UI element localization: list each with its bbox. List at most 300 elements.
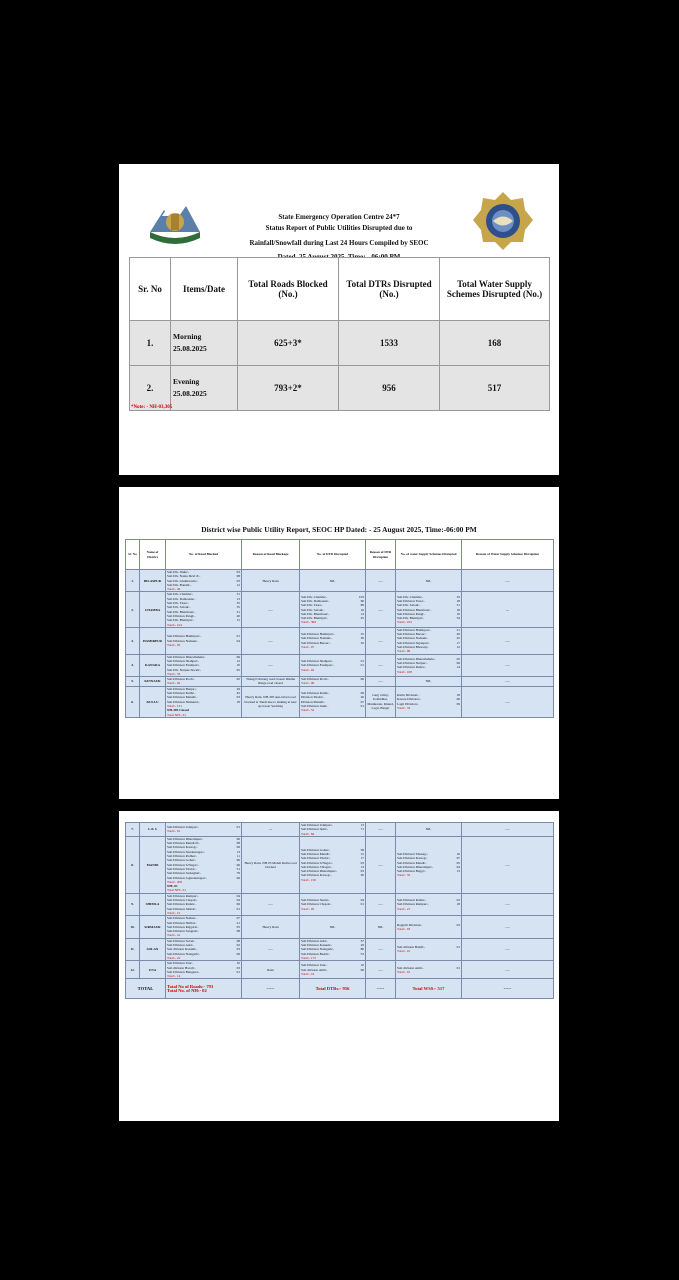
sub-division-count: 06 [360,967,364,972]
sub-division-count: 09 [360,691,364,696]
sr-no: 3. [126,627,140,654]
sub-division-count: 09 [456,701,460,706]
sub-division-count: 08 [236,574,240,579]
sub-division-count: 06 [236,902,240,907]
district-name: BILASPUR [140,570,166,592]
sub-division-count: 10 [360,963,364,968]
dtr-reason: ---- [366,627,396,654]
dtr-value: 1533 [339,321,440,366]
sub-division-count: 26 [360,695,364,700]
sub-division-count: 14 [456,665,460,670]
sub-division-count: 01 [236,906,240,911]
district-row [126,961,554,979]
sub-division-name: Sub Division Rampur:- [397,902,429,907]
sub-division-name: Rajgarh Division:- [397,922,423,927]
sub-division-name: Sub Division Rampur:- [167,893,199,898]
sub-division-name: Sub Division Hamirpur:- [397,627,431,632]
roads-total: Total:- 05 [167,642,181,647]
roads-total: Total:- 14 [167,974,181,979]
sub-division-name: Sub Division Dharampur:- [167,836,204,841]
sub-division-count: 17 [456,640,460,645]
header-line: Status Report of Public Utilities Disrupted due to [265,224,413,232]
sub-division-name: Sub Division Padhar:- [167,854,198,859]
wss-total: Total:- 01 [397,969,411,974]
roads-total: Total:- 131 [167,703,182,708]
wss-reason: ---- [462,938,554,960]
sub-division-name: Sub Div. Dalhousie:- [167,596,196,601]
sr-no: 7. [126,823,140,837]
wss-total: Total:- 01 [397,949,411,954]
sub-division-name: Sub Division Bharmour:- [397,607,432,612]
sub-division-count: 13 [236,596,240,601]
wss-disrupted [396,627,462,654]
sub-division-name: Sub Div. Ghumarwin:- [167,578,198,583]
sub-division-count: 03 [236,947,240,952]
col-header: Total Water Supply Schemes Disrupted (No.) [440,258,550,321]
sub-division-count: 71 [360,827,364,832]
roads-blocked [166,893,242,915]
district-name: SOLAN [140,938,166,960]
wss-disrupted [396,686,462,717]
wss-reason: ---- [462,677,554,687]
district-row [126,686,554,717]
roads-total: Total:- 15 [167,910,181,915]
sub-division-count: 01 [360,663,364,668]
sub-division-count: 09 [236,845,240,850]
sub-division-count: 37 [360,938,364,943]
sub-division-count: 01 [456,945,460,950]
sub-division-count: 32 [360,640,364,645]
wss-total: Total:- 33 [397,873,411,878]
sub-division-count: 03 [456,898,460,903]
sub-division-count: 18 [456,693,460,698]
roads-blocked [166,570,242,592]
col-header: No. of DTR Disrupted [300,540,366,570]
roads-blocked [166,627,242,654]
total-nh-line: Total No. of NH:- 02 [167,987,207,993]
sub-division-name: Sub Division Thalot:- [167,866,197,871]
sub-division-name: Sub Division Barsar:- [397,632,427,637]
sub-division-count: 06 [456,697,460,702]
road-reason: ---- [242,627,300,654]
dtr-reason: ---- [366,961,396,979]
wss-total: Total:- 102 [397,620,412,625]
item-date [171,366,238,411]
roads-total: Total:- 02 [167,681,181,686]
sr-no: 6. [126,686,140,717]
sub-division-count: 06 [236,654,240,659]
col-header: No. of Road Blocked [166,540,242,570]
district-row [126,938,554,960]
wss-value: 168 [440,321,550,366]
wss-disrupted: NIL [396,570,462,592]
district-name: KULLU [140,686,166,717]
sub-division-name: Sub Division Nalagarh:- [167,951,201,956]
sub-division-count: 08 [236,929,240,934]
road-reason: Heavy Rain [242,916,300,938]
sub-division-name: Sub Div. Tissa:- [167,601,189,606]
roads-total: Total:- 208 [167,879,182,884]
sub-division-count: 21 [456,627,460,632]
roads-value: 625+3* [238,321,339,366]
col-header: Reason of Road Blockage [242,540,300,570]
wss-disrupted [396,592,462,627]
sub-division-name: Sub Division Sunni:- [301,898,330,903]
sub-division-name: Sub Div. Chamba:- [397,594,424,599]
item-label: Evening [173,377,200,386]
wss-reason: ---- [462,961,554,979]
sub-division-count: 13 [456,869,460,874]
summary-table [129,257,550,411]
wss-reason: ---- [462,823,554,837]
sub-division-count: 07 [360,699,364,704]
sub-division-count: 35 [236,605,240,610]
header-line: State Emergency Operation Centre 24*7 [278,213,400,221]
dtr-total: Total:- 05 [301,906,315,911]
sub-division-name: Sub Division Hamirpur:- [167,634,201,639]
sub-division-name: Sub Division Arki:- [167,943,194,948]
sub-division-count: 30 [360,636,364,641]
sub-division-count: 06 [360,677,364,682]
dtr-disrupted [300,592,366,627]
district-name: HAMIRPUR [140,627,166,654]
roads-total: Total:- 01 [167,829,181,834]
nh-info: NH-305 Closed [167,708,189,713]
nh-info: Total NH:- 01 [167,712,186,717]
sub-division-count: 03 [236,965,240,970]
sub-division-count: 12 [236,658,240,663]
dtr-disrupted [300,938,366,960]
total-road-reason: ----- [242,979,300,999]
roads-total: Total:- 22 [167,955,181,960]
sub-division-name: Sub Division Barsar:- [301,640,331,645]
sub-division-name: Sub Div. Bhattiyat:- [167,618,195,623]
sub-division-name: Sub Div. Naina Devi Ji:- [167,574,201,579]
road-reason: ---- [242,654,300,676]
sub-division-count: 18 [456,902,460,907]
sub-division-name: Sub Division Dharamshala:- [167,654,206,659]
sub-division-count: 33 [456,594,460,599]
district-name: KANGRA [140,654,166,676]
district-table-part-2 [125,822,554,999]
summary-row [130,366,550,411]
sub-division-name: Sub Division Arki:- [301,938,328,943]
sub-division-count: 13 [360,823,364,827]
sub-division-count: 08 [236,938,240,943]
sub-division-name: Sub Division Nalagarh:- [301,947,335,952]
sub-division-count: 06 [236,858,240,863]
sub-division-count: 01 [236,825,240,830]
sub-division-name: Kasara Division:- [397,697,422,702]
sub-division-count: 31 [456,603,460,608]
road-reason: Thangi Charang road closed. Riktha Ringe road closed [242,677,300,687]
sub-division-name: Sub Div. Dalhousie:- [301,598,330,603]
district-table-part-1 [125,539,554,718]
district-row [126,627,554,654]
sub-division-count: 03 [236,578,240,583]
sub-division-name: Sub Div. Bhattiyat:- [397,616,425,621]
item-date-value: 25.08.2025 [173,389,207,398]
sr-no: 4. [126,654,140,676]
total-dtr: Total DTRs:- 956 [300,979,366,999]
sub-division-count: 20 [236,613,240,618]
wss-disrupted: NIL [396,677,462,687]
total-wss-reason: ----- [462,979,554,999]
sub-division-count: 01 [456,965,460,970]
sub-division-count: 07 [456,856,460,861]
sub-division-count: 01 [360,703,364,708]
sr-no: 12. [126,961,140,979]
wss-disrupted [396,916,462,938]
total-dtr-reason: ----- [366,979,396,999]
sub-division-count: 06 [236,862,240,867]
district-name: CHAMBA [140,592,166,627]
dtr-disrupted [300,677,366,687]
wss-reason: ---- [462,916,554,938]
dtr-total: Total:- 172 [301,955,316,960]
sub-division-count: 31 [236,609,240,614]
sub-division-name: Sub Division Una:- [167,961,194,966]
sub-division-name: Division Thalot:- [301,695,325,700]
sub-division-name: Sub Division Nahan:- [167,916,197,921]
sub-division-name: Sub Division Pangi:- [397,611,426,616]
dtr-total: Total:- 02 [301,667,315,672]
sub-division-name: Sub Division Karsog:- [167,845,198,850]
roads-blocked [166,938,242,960]
sub-division-name: Sub Div. Chamba:- [167,592,194,597]
sub-division-count: 29 [236,686,240,691]
roads-total: Total:- 41 [167,933,181,938]
sub-division-count: 02 [236,943,240,948]
sub-division-name: Sub Division Karsog:- [397,856,428,861]
dtr-reason: Garg valley, Kothidhar, Manikaran, Khand, Lagti, Banjar [366,686,396,717]
sub-division-count: 12 [456,645,460,650]
sub-division-name: Sub division Amb:- [301,967,328,972]
sr-no: 10. [126,916,140,938]
sub-division-count: 01 [236,969,240,974]
sub-division-count: 06 [236,875,240,880]
road-reason: ---- [242,893,300,915]
col-header: Total Roads Blocked (No.) [238,258,339,321]
district-row [126,893,554,915]
sub-division-count: 04 [236,638,240,643]
district-header-row [126,540,554,570]
item-label: Morning [173,332,202,341]
wss-reason: ---- [462,836,554,893]
roads-blocked [166,677,242,687]
sub-division-name: Sub Div. Chamba:- [301,594,328,599]
sub-division-name: Sub Division Kullu:- [301,691,330,696]
sub-division-count: 53 [360,951,364,956]
sub-division-name: Sub Division Jogindernagar:- [167,875,207,880]
sub-division-name: Sub Division Fatehpur:- [301,663,334,668]
wss-disrupted [396,938,462,960]
roads-value: 793+2* [238,366,339,411]
sub-division-name: Sub Division Nurpur:- [397,661,428,666]
wss-total: Total:- 99 [397,649,411,654]
sub-division-name: Sub Division Baggi:- [397,869,426,874]
dtr-reason: ---- [366,570,396,592]
sub-division-name: Sub Division Shahpur:- [301,658,334,663]
wss-total: Total:- 03 [397,926,411,931]
wss-reason: ---- [462,570,554,592]
district-row [126,592,554,627]
wss-disrupted: NIL [396,823,462,837]
sub-division-count: 45 [456,636,460,641]
sub-division-count: 16 [456,851,460,856]
sub-division-name: Sub Division Dharampur:- [301,869,338,874]
sub-division-name: Sub Division J/Nagar:- [301,864,333,869]
sub-division-name: Sub Div. Saloni:- [167,605,191,610]
sub-division-count: 04 [456,864,460,869]
sub-division-count: 05 [456,860,460,865]
sub-division-count: 01 [236,634,240,639]
sub-division-count: 01 [360,658,364,663]
sub-division-name: Sub Division Udaipur:- [301,823,333,827]
dtr-total: Total:- 84 [301,831,315,836]
sub-division-count: 03 [236,695,240,700]
sub-division-name: Sub Division Bhoranj:- [397,645,429,650]
sub-division-name: Kullu Division:- [397,693,420,698]
sub-division-name: Sub Div. Jhukr:- [167,570,190,574]
sub-division-name: Sub Division Gohar:- [167,858,197,863]
district-page-1 [119,487,559,799]
roads-blocked [166,961,242,979]
sr-no: 11. [126,938,140,960]
sub-division-name: Sub division Amb:- [397,965,424,970]
sub-division-count: 03 [360,860,364,865]
sub-division-name: Sub Division Nadaun:- [167,638,199,643]
sub-division-name: Sub Division Pooh:- [167,677,195,682]
wss-value: 517 [440,366,550,411]
road-reason: --- [242,823,300,837]
sub-division-name: Sub Div. Saloni:- [397,603,421,608]
dtr-reason: ---- [366,592,396,627]
sub-division-name: Sub Division S/Nagar:- [167,862,199,867]
total-label: TOTAL [126,979,166,999]
sub-division-name: Sub Division Spiti:- [301,827,329,832]
sub-division-count: 18 [456,598,460,603]
roads-blocked [166,836,242,893]
col-header: Total DTRs Disrupted (No.) [339,258,440,321]
district-name: MANDI [140,836,166,893]
sub-division-count: 06 [236,836,240,841]
sub-division-count: 29 [360,943,364,948]
district-report-title: District wise Public Utility Report, SEOC HP Dated: - 25 August 2025, Time:-06:00 PM [201,525,477,534]
total-wss: Total WSS:- 517 [396,979,462,999]
dtr-value: 956 [339,366,440,411]
dtr-total: Total:- 06 [301,681,315,686]
sub-division-name: Sub Division Pangi:- [167,613,196,618]
sub-division-name: Sub Division Mandi:- [397,860,427,865]
district-row [126,570,554,592]
dtr-disrupted [300,961,366,979]
sub-division-name: Sub division Baddi:- [397,945,426,950]
sub-division-name: Sub division Haroli:- [167,965,196,970]
sub-division-count: 31 [236,592,240,597]
sub-division-name: Sub Division Nirmand:- [167,699,200,704]
sub-division-name: Sub Div. Bharmour:- [167,609,196,614]
sub-division-name: Sub Div. Saloni:- [301,607,325,612]
dtr-reason: ---- [366,836,396,893]
dtr-reason: ---- [366,654,396,676]
district-row [126,677,554,687]
sub-division-name: Sub Division Karsog:- [301,873,332,878]
sub-division-name: Sub Division Dharamshala:- [397,656,436,661]
sub-division-name: Sub Division Manali:- [167,695,198,700]
sub-division-name: Sub Division Solan:- [167,938,196,943]
dtr-disrupted [300,686,366,717]
district-page-2 [119,811,559,1121]
road-reason: ---- [242,938,300,960]
sub-division-name: Sub Division Thalot:- [301,856,331,861]
sub-division-name: Sub Division Pooh:- [301,677,329,682]
sub-division-count: 02 [236,677,240,682]
sub-division-name: Sub Division Dehra:- [397,665,427,670]
dtr-total: Total:- 150 [301,877,316,882]
sub-division-name: Sub Div. Tissa:- [301,603,323,608]
sub-division-name: Sub Div. Bharmour:- [301,611,330,616]
total-row [126,979,554,999]
roads-blocked [166,823,242,837]
sdma-logo-icon [471,190,535,252]
sub-division-count: 80 [360,947,364,952]
sub-division-name: Sub Division Rohru:- [397,898,427,903]
sub-division-count: 07 [236,916,240,921]
sub-division-count: 17 [360,856,364,861]
sub-division-count: 09 [236,951,240,956]
sr-no: 1. [126,570,140,592]
sub-division-name: Sub Division Mandi:- [301,851,331,856]
wss-total: Total:- 108 [397,669,412,674]
road-reason: Rain [242,961,300,979]
road-reason: Heavy Rain. NH-305 Aut-Jalori road blocked at Tandi due to sinking at new spot near Seobhag [242,686,300,717]
summary-page [119,164,559,475]
district-name: SHIMLA [140,893,166,915]
item-date-value: 25.08.2025 [173,344,207,353]
sub-division-name: Sub Division Thunag:- [397,851,429,856]
sub-division-name: Sub Division Sundernagar:- [167,849,205,854]
sub-division-count: 103 [358,594,364,599]
sub-division-name: Sub Division Una:- [301,963,328,968]
summary-header-row [130,258,550,321]
sub-division-count: 04 [236,893,240,898]
sub-division-name: Sub division Kasauli:- [167,947,198,952]
district-name: UNA [140,961,166,979]
col-header: No. of water Supply Schemes Disrupted [396,540,462,570]
sub-division-count: 18 [456,607,460,612]
nh-info: Total NH:- 01 [167,888,186,893]
wss-disrupted [396,893,462,915]
dtr-disrupted: NIL [300,916,366,938]
sub-division-count: 15 [360,851,364,856]
roads-blocked [166,654,242,676]
sub-division-count: 34 [456,616,460,621]
header-line: Rainfall/Snowfall during Last 24 Hours Compiled by SEOC [249,239,429,247]
roads-total: Total:- 26 [167,587,181,592]
dtr-disrupted [300,836,366,893]
sub-division-count: 45 [236,691,240,696]
sub-division-count: 79 [236,871,240,876]
sub-division-name: Sub Division Hamirpur:- [301,632,335,637]
dtr-total: Total:- 97 [301,645,315,650]
sr-no: 9. [126,893,140,915]
sub-division-count: 20 [360,873,364,878]
wss-disrupted [396,961,462,979]
sub-division-name: Sub Division S/Nagar:- [301,860,333,865]
dtr-total: Total:- 396 [301,620,316,625]
sub-division-name: Sub Division Kasauli:- [301,943,333,948]
